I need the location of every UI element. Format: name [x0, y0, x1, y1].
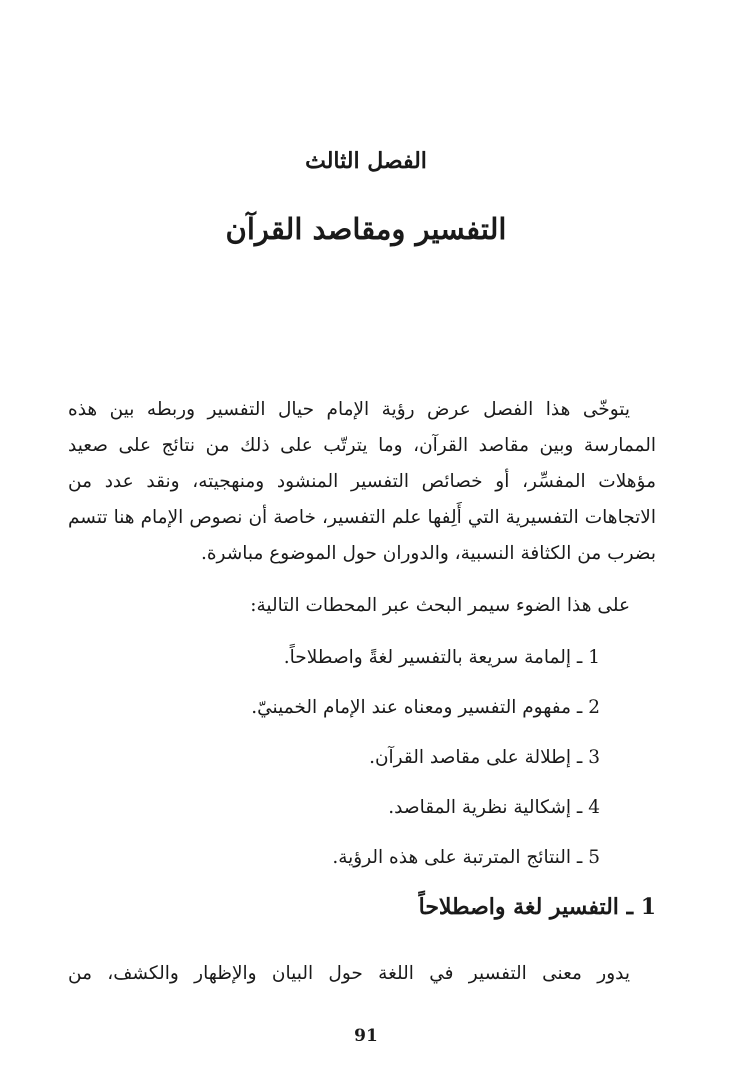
- list-item: 5 ـ النتائج المترتبة على هذه الرؤية.: [332, 847, 600, 868]
- list-item: 1 ـ إلمامة سريعة بالتفسير لغةً واصطلاحاً.: [283, 647, 600, 668]
- section-text: يدور معنى التفسير في اللغة حول البيان والإظهار والكشف، من: [68, 963, 630, 984]
- intro-paragraph: يتوخّى هذا الفصل عرض رؤية الإمام حيال التفسير وربطه بين هذه الممارسة وبين مقاصد القرآن، وما يترتّب على ذلك من نتائج على صعيد مؤهلات المفسِّر، أو خصائص التفسير المنشود ومنهجيته، ونقد عدد من الاتجاهات التفسيرية التي أَلِفها علم التفسير، خاصة أن نصوص الإمام هنا تتسم بضرب من الكثافة النسبية، والدوران حول الموضوع مباشرة.: [68, 399, 656, 564]
- list-item: 2 ـ مفهوم التفسير ومعناه عند الإمام الخمينيّ.: [251, 697, 600, 718]
- lead-sentence: على هذا الضوء سيمر البحث عبر المحطات التالية:: [250, 595, 630, 616]
- stations-list: [80, 640, 600, 890]
- chapter-title: التفسير ومقاصد القرآن: [225, 212, 507, 246]
- section-heading: 1 ـ التفسير لغة واصطلاحاً: [418, 894, 656, 920]
- chapter-label: الفصل الثالث: [305, 148, 427, 174]
- list-item: 3 ـ إطلالة على مقاصد القرآن.: [369, 747, 600, 768]
- list-item: 4 ـ إشكالية نظرية المقاصد.: [388, 797, 600, 818]
- page-number: 91: [354, 1026, 378, 1046]
